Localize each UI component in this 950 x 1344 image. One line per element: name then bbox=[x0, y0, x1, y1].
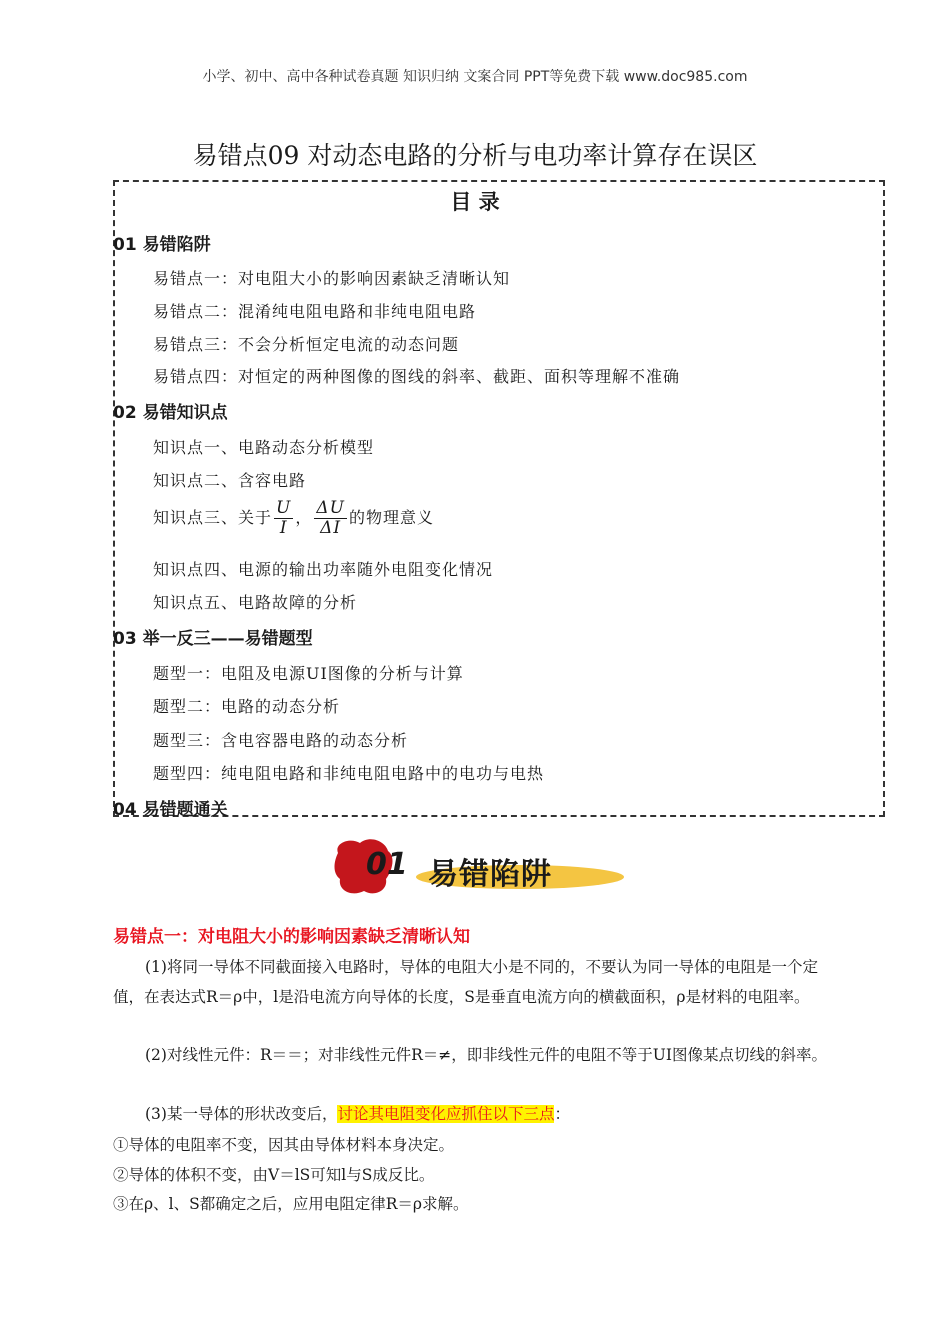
toc-item-prefix: 知识点三、关于 bbox=[153, 508, 273, 527]
paragraph-5: ②导体的体积不变，由V＝lS可知l与S成反比。 bbox=[113, 1166, 435, 1184]
toc-item[interactable]: 题型二：电路的动态分析 bbox=[153, 697, 341, 716]
fraction-u-over-i: $\frac{U}{I}$ bbox=[276, 498, 292, 538]
paragraph-3: (3)某一导体的形状改变后，讨论其电阻变化应抓住以下三点： bbox=[145, 1105, 570, 1123]
toc-item[interactable]: 知识点一、电路动态分析模型 bbox=[153, 438, 375, 457]
paragraph-4: ①导体的电阻率不变，因其由导体材料本身决定。 bbox=[113, 1136, 455, 1154]
banner-number: 01 bbox=[366, 847, 408, 882]
toc-title: 目 录 bbox=[450, 190, 500, 214]
toc-item-suffix: 的物理意义 bbox=[348, 508, 434, 527]
toc-section-1[interactable]: 01 易错陷阱 bbox=[113, 235, 211, 255]
document-title: 易错点09 对动态电路的分析与电功率计算存在误区 bbox=[192, 141, 758, 170]
toc-item[interactable]: 易错点四：对恒定的两种图像的图线的斜率、截距、面积等理解不准确 bbox=[153, 367, 681, 386]
toc-item[interactable]: 易错点二：混淆纯电阻电路和非纯电阻电路 bbox=[153, 302, 477, 321]
section-banner bbox=[330, 835, 625, 899]
toc-item[interactable]: 易错点三：不会分析恒定电流的动态问题 bbox=[153, 335, 460, 354]
fraction-du-over-di: $\frac{\Delta U}{\Delta I}$ bbox=[316, 498, 345, 538]
toc-item[interactable]: 题型四：纯电阻电路和非纯电阻电路中的电功与电热 bbox=[153, 764, 545, 783]
paragraph-1: (1)将同一导体不同截面接入电路时，导体的电阻大小是不同的，不要认为同一导体的电阻是一个定值，在表达式R＝ρ中，l是沿电流方向导体的长度，S是垂直电流方向的横截面积，ρ是材料的电阻率。 bbox=[113, 958, 818, 1006]
toc-item[interactable]: 易错点一：对电阻大小的影响因素缺乏清晰认知 bbox=[153, 269, 511, 288]
toc-item-formula[interactable] bbox=[153, 499, 434, 538]
toc-item-separator: ， bbox=[295, 508, 313, 527]
toc-item[interactable]: 知识点二、含容电路 bbox=[153, 471, 307, 490]
pitfall-heading: 易错点一：对电阻大小的影响因素缺乏清晰认知 bbox=[113, 927, 470, 947]
paragraph-6: ③在ρ、l、S都确定之后，应用电阻定律R＝ρ求解。 bbox=[113, 1195, 469, 1213]
toc-item[interactable]: 题型一：电阻及电源UI图像的分析与计算 bbox=[153, 664, 464, 683]
paragraph-2: (2)对线性元件：R＝＝；对非线性元件R＝≠，即非线性元件的电阻不等于UI图像某点切线的斜率。 bbox=[145, 1046, 827, 1064]
toc-item[interactable]: 知识点五、电路故障的分析 bbox=[153, 593, 358, 612]
toc-section-2[interactable]: 02 易错知识点 bbox=[113, 403, 228, 423]
site-header: 小学、初中、高中各种试卷真题 知识归纳 文案合同 PPT等免费下载 www.doc985.com bbox=[202, 69, 748, 85]
toc-item[interactable]: 知识点四、电源的输出功率随外电阻变化情况 bbox=[153, 560, 494, 579]
toc-section-4[interactable]: 04 易错题通关 bbox=[113, 800, 228, 820]
toc-item[interactable]: 题型三：含电容器电路的动态分析 bbox=[153, 731, 409, 750]
toc-section-3[interactable]: 03 举一反三——易错题型 bbox=[113, 629, 313, 649]
banner-label: 易错陷阱 bbox=[428, 857, 552, 892]
highlighted-text: 讨论其电阻变化应抓住以下三点 bbox=[337, 1105, 555, 1123]
